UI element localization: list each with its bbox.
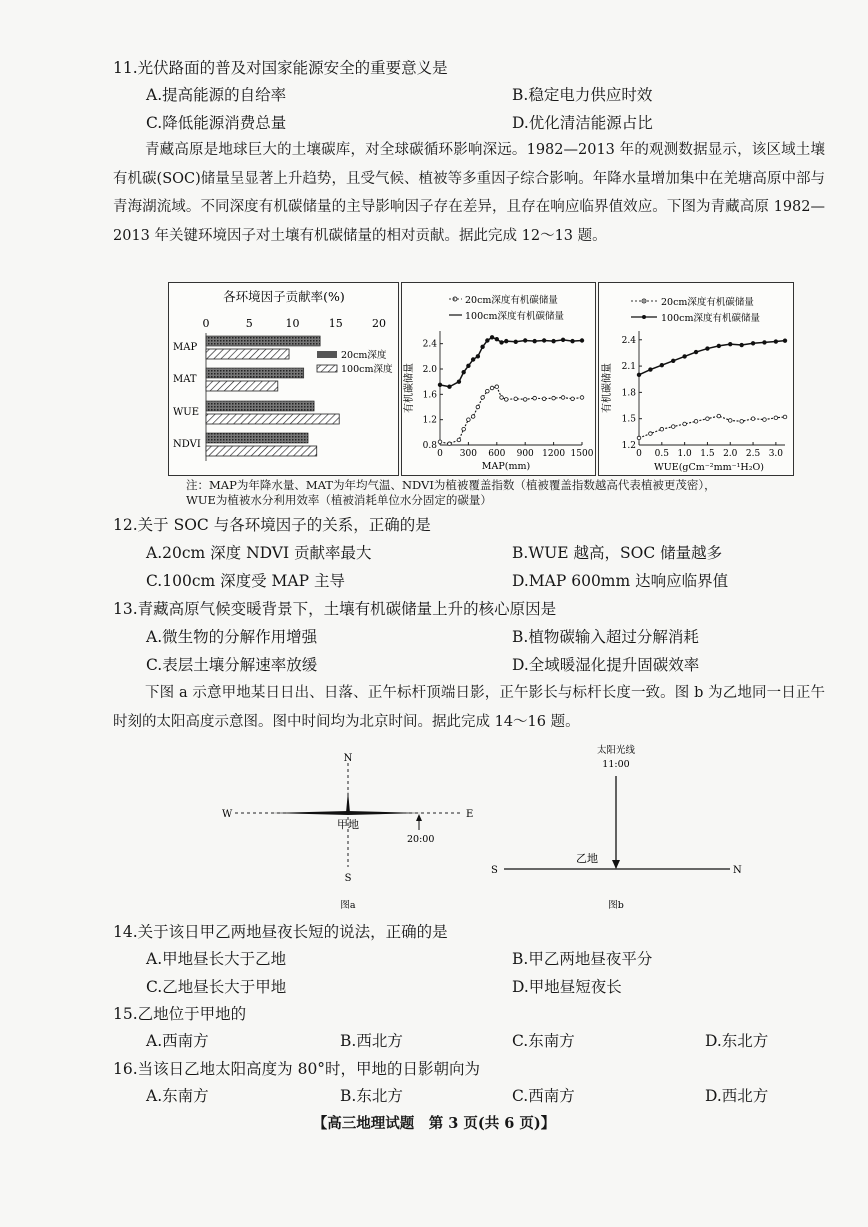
q14-option-c[interactable]: C.乙地昼长大于甲地: [146, 978, 287, 996]
map-point-100cm: [490, 336, 494, 340]
map-point-100cm: [462, 370, 466, 374]
wue-point-20cm: [728, 419, 732, 423]
map-point-100cm: [471, 358, 475, 362]
legend-100cm: 100cm深度: [341, 364, 393, 375]
map-point-100cm: [523, 339, 527, 343]
map-point-20cm: [504, 398, 508, 402]
map-y-tick-label: 1.6: [422, 390, 437, 401]
legend-swatch-20cm: [317, 351, 337, 358]
wue-x-tick-label: 2.0: [723, 449, 738, 459]
map-point-100cm: [571, 339, 575, 343]
q15-option-d[interactable]: D.东北方: [705, 1032, 769, 1050]
q16-option-c[interactable]: C.西南方: [512, 1087, 575, 1105]
map-point-20cm: [542, 397, 546, 401]
q11-option-c[interactable]: C.降低能源消费总量: [146, 114, 287, 132]
figure-a-north: N: [343, 753, 353, 764]
wue-point-100cm: [740, 343, 744, 347]
map-point-20cm: [514, 397, 518, 401]
map-point-20cm: [561, 396, 565, 400]
figure-b-sunray-arrow: [612, 860, 620, 869]
wue-x-tick-label: 3.0: [768, 449, 784, 459]
map-point-100cm: [504, 339, 508, 343]
wue-point-100cm: [774, 340, 778, 344]
wue-x-tick-label: 0: [636, 449, 642, 459]
q11-stem: 11.光伏路面的普及对国家能源安全的重要意义是: [113, 59, 448, 77]
map-point-100cm: [457, 380, 461, 384]
wue-point-100cm: [671, 359, 675, 363]
map-x-tick-label: 1500: [570, 449, 594, 459]
q13-option-d[interactable]: D.全域暖湿化提升固碳效率: [512, 656, 700, 674]
bar-category-label: NDVI: [173, 439, 201, 450]
wue-line-chart-svg: [599, 283, 793, 475]
map-x-tick-label: 300: [459, 449, 477, 459]
q15-option-c[interactable]: C.东南方: [512, 1032, 575, 1050]
bar-20cm: [206, 368, 304, 378]
q12-option-b[interactable]: B.WUE 越高，SOC 储量越多: [512, 544, 723, 562]
map-y-tick-label: 1.2: [422, 415, 437, 426]
wue-point-100cm: [763, 341, 767, 345]
map-point-100cm: [476, 355, 480, 359]
q12-option-d[interactable]: D.MAP 600mm 达响应临界值: [512, 572, 729, 590]
q13-option-c[interactable]: C.表层土壤分解速率放缓: [146, 656, 318, 674]
q13-option-b[interactable]: B.植物碳输入超过分解消耗: [512, 628, 699, 646]
map-point-20cm: [471, 415, 475, 419]
map-point-100cm: [467, 364, 471, 368]
map-series-100cm-line: [440, 337, 582, 386]
figure-a-east: E: [466, 809, 474, 820]
legend-marker-100cm-wue: [642, 315, 646, 319]
q11-option-d[interactable]: D.优化清洁能源占比: [512, 114, 653, 132]
wue-y-axis-label: 有机碳储量: [602, 363, 613, 413]
map-point-100cm: [552, 339, 556, 343]
map-legend-20cm: 20cm深度有机碳储量: [465, 295, 558, 306]
map-point-20cm: [457, 438, 461, 442]
q15-option-b[interactable]: B.西北方: [340, 1032, 403, 1050]
bar-chart-title: 各环境因子贡献率(%): [223, 289, 345, 304]
wue-x-tick-label: 0.5: [654, 449, 669, 459]
map-line-chart-svg: [402, 283, 595, 475]
map-x-axis-label: MAP(mm): [481, 461, 531, 472]
map-point-20cm: [481, 396, 485, 400]
wue-legend-20cm: 20cm深度有机碳储量: [661, 297, 754, 308]
map-point-100cm: [495, 337, 499, 341]
figure-map-line-chart: [401, 282, 596, 476]
map-point-20cm: [552, 396, 556, 400]
figure-a-arrow-head: [416, 814, 422, 821]
wue-point-100cm: [717, 344, 721, 348]
wue-y-tick-label: 2.4: [621, 335, 636, 346]
map-point-20cm: [467, 418, 471, 422]
figure-b-sunray-label: 太阳光线: [596, 745, 636, 756]
figure-a-time: 20:00: [407, 834, 435, 845]
q12-option-a[interactable]: A.20cm 深度 NDVI 贡献率最大: [146, 544, 372, 562]
q16-option-d[interactable]: D.西北方: [705, 1087, 769, 1105]
bar-x-tick-label: 10: [285, 317, 300, 330]
wue-y-tick-label: 1.8: [621, 388, 636, 399]
bar-100cm: [206, 349, 289, 359]
wue-point-100cm: [728, 342, 732, 346]
map-point-100cm: [542, 339, 546, 343]
wue-x-tick-label: 1.0: [677, 449, 692, 459]
figure-a-west: W: [222, 809, 233, 820]
map-point-100cm: [486, 339, 490, 343]
bar-20cm: [206, 433, 308, 443]
wue-x-tick-label: 2.5: [745, 449, 761, 459]
bar-100cm: [206, 446, 317, 456]
bar-chart-svg: [169, 283, 398, 475]
figure-a-sunset-shadow: [348, 811, 422, 815]
map-point-20cm: [462, 427, 466, 431]
figure-b-sun-altitude: [488, 740, 748, 917]
q16-stem: 16.当该日乙地太阳高度为 80°时，甲地的日影朝向为: [113, 1060, 481, 1078]
map-point-20cm: [495, 385, 499, 389]
bar-x-tick-label: 5: [245, 317, 253, 330]
map-point-20cm: [448, 442, 452, 446]
bar-100cm: [206, 381, 278, 391]
wue-point-100cm: [683, 355, 687, 359]
figure-a-south: S: [344, 873, 352, 884]
q11-option-b[interactable]: B.稳定电力供应时效: [512, 86, 653, 104]
wue-point-100cm: [751, 341, 755, 345]
q15-option-a[interactable]: A.西南方: [146, 1032, 209, 1050]
wue-y-tick-label: 1.2: [621, 441, 636, 451]
map-point-100cm: [448, 385, 452, 389]
map-point-100cm: [514, 340, 518, 344]
figure-b-south: S: [491, 865, 498, 876]
q15-stem: 15.乙地位于甲地的: [113, 1005, 247, 1023]
q14-option-a[interactable]: A.甲地昼长大于乙地: [146, 950, 287, 968]
wue-point-100cm: [660, 363, 664, 367]
figure-a-shadow-diagram: [210, 745, 500, 917]
map-point-20cm: [580, 396, 584, 400]
q14-stem: 14.关于该日甲乙两地昼夜长短的说法，正确的是: [113, 923, 448, 941]
wue-point-20cm: [660, 427, 664, 431]
map-point-100cm: [533, 339, 537, 343]
passage-soc: 青藏高原是地球巨大的土壤碳库，对全球碳循环影响深远。1982—2013 年的观测数据显示，该区域土壤有机碳(SOC)储量呈显著上升趋势，且受气候、植被等多重因子综合影响。年降水量增加集中在羌塘高原中部与青海湖流域。不同深度有机碳储量的主导影响因子存在差异，且存在响应临界值效应。下图为青藏高原 1982—2013 年关键环境因子对土壤有机碳储量的相对贡献。据此完成 12～13 题。: [113, 142, 825, 244]
map-point-20cm: [486, 389, 490, 393]
figure-a-noon-shadow: [346, 791, 350, 813]
figure-bar-chart: [168, 282, 399, 476]
bar-category-label: WUE: [173, 407, 200, 418]
figure-a-caption: 图a: [340, 900, 356, 911]
wue-point-20cm: [751, 417, 755, 421]
wue-point-100cm: [694, 350, 698, 354]
wue-x-tick-label: 1.5: [700, 449, 715, 459]
wue-point-20cm: [783, 415, 787, 419]
map-y-tick-label: 0.8: [422, 441, 437, 451]
bar-x-tick-label: 0: [202, 317, 210, 330]
wue-point-100cm: [637, 373, 641, 377]
wue-point-20cm: [649, 432, 653, 436]
bar-20cm: [206, 336, 320, 346]
figure-note-line1: 注：MAP为年降水量、MAT为年均气温、NDVI为植被覆盖指数（植被覆盖指数越高代表植被更茂密），: [186, 478, 716, 492]
bar-x-tick-label: 15: [328, 317, 343, 330]
wue-point-100cm: [649, 368, 653, 372]
map-x-tick-label: 1200: [542, 449, 566, 459]
q16-option-a[interactable]: A.东南方: [146, 1087, 209, 1105]
map-y-tick-label: 2.0: [422, 365, 437, 375]
legend-swatch-100cm: [317, 365, 337, 372]
wue-series-100cm-line: [639, 341, 785, 375]
bar-category-label: MAP: [173, 342, 198, 353]
wue-point-20cm: [683, 422, 687, 426]
q16-option-b[interactable]: B.东北方: [340, 1087, 403, 1105]
wue-legend-100cm: 100cm深度有机碳储量: [661, 313, 760, 324]
legend-20cm: 20cm深度: [341, 350, 387, 361]
map-point-20cm: [476, 405, 480, 409]
map-legend-100cm: 100cm深度有机碳储量: [465, 311, 564, 322]
map-point-20cm: [571, 397, 575, 401]
map-point-20cm: [500, 396, 504, 400]
map-y-axis-label: 有机碳储量: [404, 363, 415, 413]
wue-y-tick-label: 1.5: [621, 414, 636, 425]
q12-option-c[interactable]: C.100cm 深度受 MAP 主导: [146, 572, 345, 590]
map-point-20cm: [523, 398, 527, 402]
q13-stem: 13.青藏高原气候变暖背景下，土壤有机碳储量上升的核心原因是: [113, 600, 557, 618]
wue-point-20cm: [740, 420, 744, 424]
figure-b-north: N: [733, 865, 742, 876]
map-point-100cm: [438, 383, 442, 387]
figure-note-line2: WUE为植被水分利用效率（植被消耗单位水分固定的碳量）: [186, 493, 492, 507]
wue-point-100cm: [706, 347, 710, 351]
q12-stem: 12.关于 SOC 与各环境因子的关系，正确的是: [113, 516, 431, 534]
map-y-tick-label: 2.4: [422, 339, 437, 350]
map-x-tick-label: 600: [488, 449, 506, 459]
bar-category-label: MAT: [173, 374, 197, 385]
wue-x-axis-label: WUE(gCm⁻²mm⁻¹H₂O): [653, 462, 765, 473]
figure-a-place: 甲地: [337, 818, 359, 831]
map-point-100cm: [481, 345, 485, 349]
map-point-100cm: [561, 338, 565, 342]
wue-point-20cm: [774, 416, 778, 420]
page-footer: 【高三地理试题 第 3 页(共 6 页)】: [312, 1115, 556, 1132]
q11-option-a[interactable]: A.提高能源的自给率: [146, 86, 287, 104]
passage-sun-shadow: 下图 a 示意甲地某日日出、日落、正午标杆顶端日影，正午影长与标杆长度一致。图 b 为乙地同一日正午时刻的太阳高度示意图。图中时间均为北京时间。据此完成 14～16 题。: [113, 685, 825, 730]
map-point-100cm: [500, 341, 504, 345]
wue-point-20cm: [694, 420, 698, 424]
map-point-100cm: [580, 339, 584, 343]
map-x-tick-label: 900: [516, 449, 534, 459]
figure-a-sunrise-shadow: [270, 811, 348, 815]
map-point-20cm: [533, 396, 537, 400]
wue-point-20cm: [717, 414, 721, 418]
bar-x-tick-label: 20: [372, 317, 386, 330]
wue-point-20cm: [671, 425, 675, 429]
figure-wue-line-chart: [598, 282, 794, 476]
bar-100cm: [206, 414, 339, 424]
map-point-20cm: [490, 386, 494, 390]
wue-point-100cm: [783, 339, 787, 343]
q14-option-d[interactable]: D.甲地昼短夜长: [512, 978, 622, 996]
figure-b-time: 11:00: [602, 759, 630, 770]
figure-b-caption: 图b: [608, 900, 624, 911]
wue-point-20cm: [763, 418, 767, 422]
figure-b-place: 乙地: [576, 852, 598, 865]
bar-20cm: [206, 401, 314, 411]
wue-point-20cm: [706, 417, 710, 421]
wue-point-20cm: [637, 436, 641, 440]
q13-option-a[interactable]: A.微生物的分解作用增强: [146, 628, 318, 646]
q14-option-b[interactable]: B.甲乙两地昼夜平分: [512, 950, 653, 968]
map-series-20cm-line: [440, 387, 582, 444]
map-x-tick-label: 0: [437, 449, 443, 459]
map-point-20cm: [438, 440, 442, 444]
wue-y-tick-label: 2.1: [621, 362, 636, 373]
